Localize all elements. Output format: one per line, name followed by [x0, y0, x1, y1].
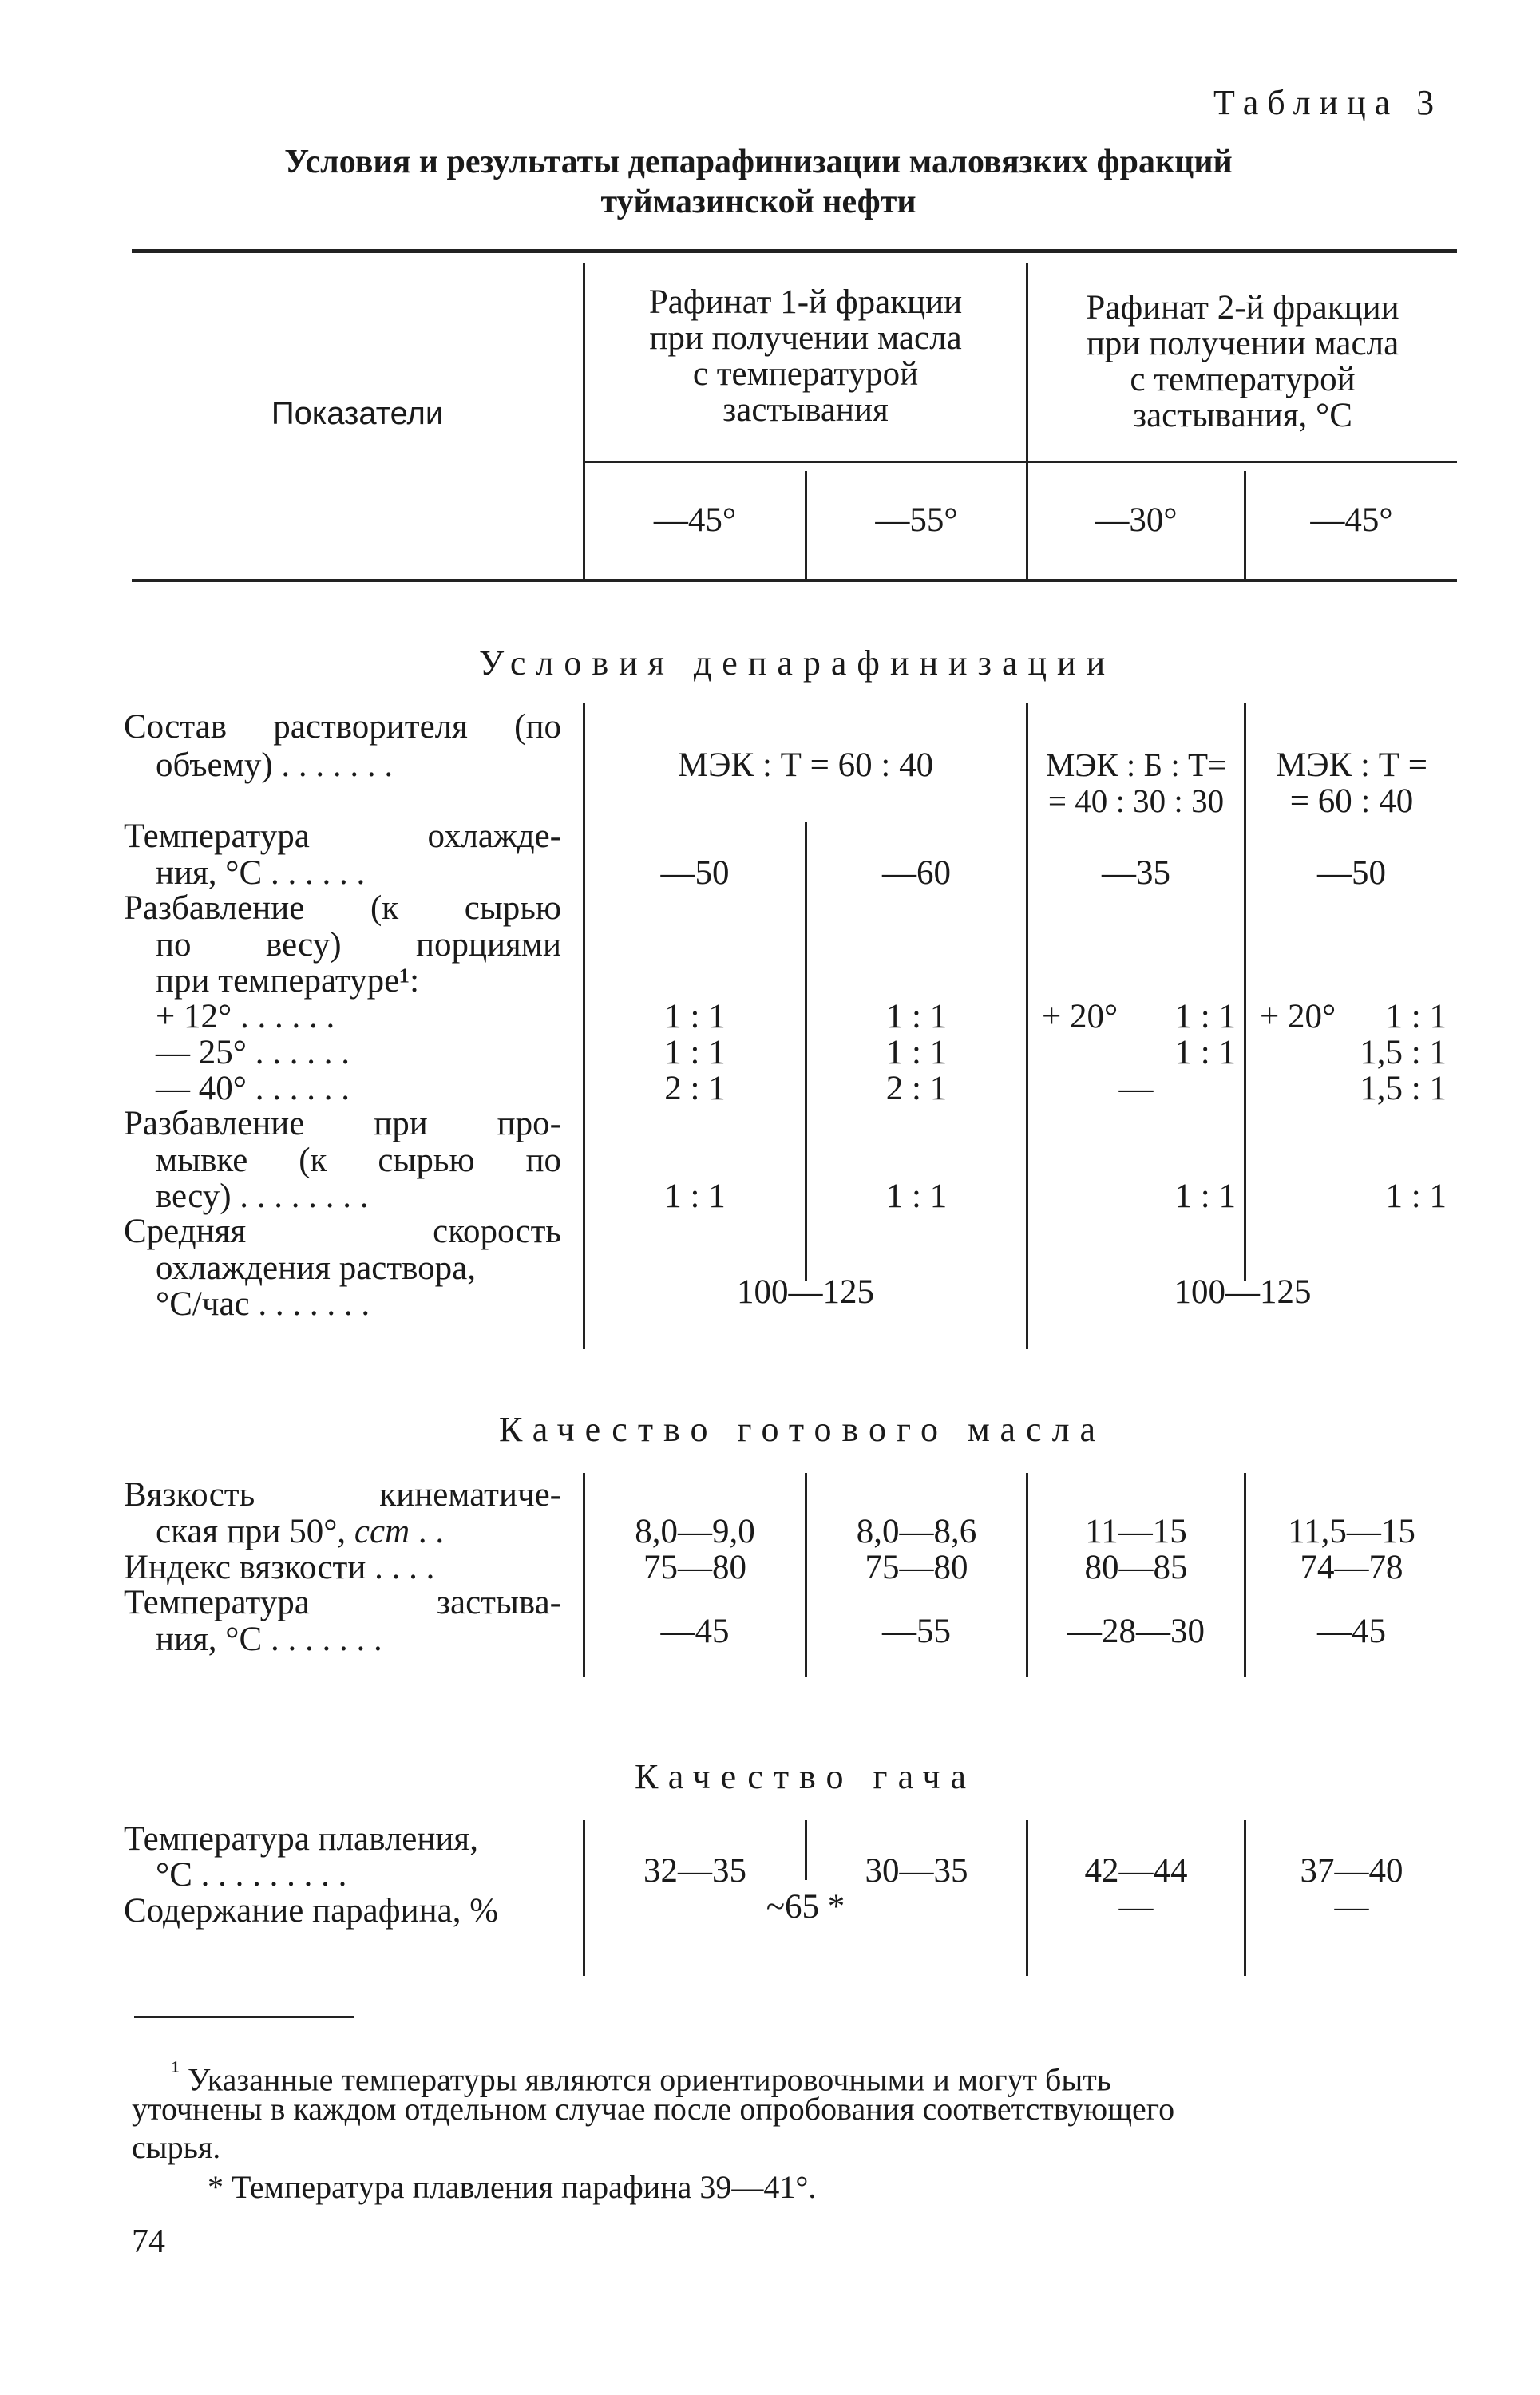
wash-col4: 1 : 1 — [1385, 1178, 1447, 1215]
footnote1-line1: $^{^1}$ Указанные температуры являются ориентировочными и могут быть — [172, 2056, 1111, 2098]
label-temp-minus25: — 25° . . . . . . — [156, 1034, 350, 1071]
label-cooling-line2: ния, °С . . . . . . — [156, 854, 366, 892]
visc-col1: 8,0—9,0 — [635, 1513, 755, 1550]
header-group1-line4: застывания — [722, 391, 889, 429]
dil-col4-temp: + 20° — [1260, 998, 1336, 1035]
wash-col1: 1 : 1 — [664, 1178, 726, 1215]
viscosity-unit: сст — [354, 1513, 410, 1550]
header-group2-line4: застывания, °С — [1133, 397, 1352, 434]
header-bottom-rule — [132, 579, 1457, 582]
header-sub-2: —55° — [875, 501, 958, 539]
cooling-col4: —50 — [1317, 854, 1386, 892]
paraffin-col4: — — [1334, 1888, 1369, 1926]
vi-col1: 75—80 — [643, 1549, 746, 1586]
label-pour-line2: ния, °С . . . . . . . — [156, 1621, 382, 1658]
melt-col2: 30—35 — [865, 1852, 968, 1890]
label-wash-line1: Разбавление при про- — [124, 1105, 561, 1142]
speed-group1: 100—125 — [737, 1273, 874, 1311]
label-wash-line3: весу) . . . . . . . . — [156, 1178, 369, 1215]
header-sub-3: —30° — [1095, 501, 1178, 539]
header-group1-line3: с температурой — [692, 355, 919, 393]
cooling-col3: —35 — [1102, 854, 1170, 892]
label-speed-line1: Средняя скорость — [124, 1213, 561, 1250]
dil-minus40-col4: 1,5 : 1 — [1360, 1070, 1447, 1107]
pour-col3: —28—30 — [1067, 1613, 1205, 1650]
footnote1-line3: сырья. — [132, 2129, 221, 2165]
header-group2-line2: при получении масла — [1086, 325, 1399, 362]
dil-plus12-col3: 1 : 1 — [1174, 998, 1236, 1035]
footnote1-line2: уточнены в каждом отдельном случае после опробования соответствующего — [132, 2091, 1175, 2127]
cooling-col2: —60 — [882, 854, 951, 892]
visc-col3: 11—15 — [1085, 1513, 1187, 1550]
paraffin-col3: — — [1118, 1888, 1154, 1926]
label-wash-line2: мывке (к сырью по — [156, 1142, 561, 1179]
label-viscosity-line1: Вязкость кинематиче- — [124, 1476, 561, 1514]
section-title-conditions: Условия депарафинизации — [479, 643, 1116, 683]
wash-col3: 1 : 1 — [1174, 1178, 1236, 1215]
melt-col3: 42—44 — [1084, 1852, 1188, 1890]
solvent-col4-line1: МЭК : Т = — [1275, 746, 1427, 784]
label-dilution-line2: по весу) порциями — [156, 926, 561, 964]
visc-col4: 11,5—15 — [1288, 1513, 1415, 1550]
table-title-line1: Условия и результаты депарафинизации маловязких фракций — [284, 144, 1233, 180]
footnote2: * Температура плавления парафина 39—41°. — [208, 2169, 817, 2205]
section-title-oil-quality: Качество готового масла — [499, 1410, 1107, 1449]
melt-col4: 37—40 — [1300, 1852, 1403, 1890]
header-group1-line1: Рафинат 1-й фракции — [648, 283, 963, 321]
label-melting-line1: Температура плавления, — [124, 1820, 478, 1858]
footnote1-mark: ¹ — [172, 2056, 180, 2085]
wash-col2: 1 : 1 — [885, 1178, 948, 1215]
header-sub-1: —45° — [653, 501, 737, 539]
label-pour-line1: Температура застыва- — [124, 1584, 561, 1621]
header-mid-rule — [583, 461, 1457, 463]
vi-col3: 80—85 — [1084, 1549, 1188, 1586]
visc-col2: 8,0—8,6 — [856, 1513, 977, 1550]
solvent-col3-line1: МЭК : Б : Т= — [1045, 746, 1227, 783]
label-viscosity-index: Индекс вязкости . . . . — [124, 1549, 435, 1586]
vi-col4: 74—78 — [1300, 1549, 1403, 1586]
label-viscosity-line2: ская при 50°, сст . . — [156, 1513, 445, 1550]
label-solvent-line2: объему) . . . . . . . — [156, 746, 394, 784]
pour-col2: —55 — [882, 1613, 951, 1650]
speed-group2: 100—125 — [1174, 1273, 1312, 1311]
label-temp-minus40: — 40° . . . . . . — [156, 1070, 350, 1107]
dil-minus40-col2: 2 : 1 — [885, 1070, 948, 1107]
pour-col4: —45 — [1317, 1613, 1386, 1650]
page-number: 74 — [132, 2223, 165, 2260]
solvent-col4-line2: = 60 : 40 — [1289, 782, 1414, 820]
cooling-col1: —50 — [660, 854, 730, 892]
label-dilution-line3: при температуре¹: — [156, 962, 420, 1000]
label-temp-plus12: + 12° . . . . . . — [156, 998, 335, 1035]
dil-minus25-col1: 1 : 1 — [664, 1034, 726, 1071]
dil-plus12-col2: 1 : 1 — [885, 998, 948, 1035]
dil-plus12-col1: 1 : 1 — [664, 998, 726, 1035]
pour-col1: —45 — [660, 1613, 730, 1650]
paraffin-group1: ~65 * — [766, 1888, 845, 1926]
melt-col1: 32—35 — [643, 1852, 746, 1890]
label-speed-line2: охлаждения раствора, — [156, 1249, 477, 1287]
label-melting-line2: °С . . . . . . . . . — [156, 1856, 347, 1894]
solvent-group1: МЭК : Т = 60 : 40 — [677, 746, 934, 784]
dil-plus12-col4: 1 : 1 — [1385, 998, 1447, 1035]
header-group2-line3: с температурой — [1130, 361, 1356, 398]
header-group1-line2: при получении масла — [649, 319, 962, 357]
header-indicators: Показатели — [271, 396, 444, 431]
header-top-rule — [132, 249, 1457, 253]
header-group2-line1: Рафинат 2-й фракции — [1086, 289, 1399, 327]
dil-minus40-col3: — — [1118, 1070, 1154, 1107]
dil-col3-temp: + 20° — [1042, 998, 1118, 1035]
footnote-rule — [134, 2016, 354, 2018]
dil-minus25-col3: 1 : 1 — [1174, 1034, 1236, 1071]
dil-minus25-col4: 1,5 : 1 — [1360, 1034, 1447, 1071]
header-sub-4: —45° — [1310, 501, 1393, 539]
solvent-col3-line2: = 40 : 30 : 30 — [1047, 782, 1225, 819]
section-title-slack-wax: Качество гача — [635, 1757, 976, 1796]
label-paraffin: Содержание парафина, % — [124, 1892, 499, 1930]
dil-minus25-col2: 1 : 1 — [885, 1034, 948, 1071]
label-speed-line3: °С/час . . . . . . . — [156, 1285, 370, 1323]
table-label: Таблица 3 — [1213, 83, 1443, 122]
label-dilution-line1: Разбавление (к сырью — [124, 889, 561, 927]
label-cooling-line1: Температура охлажде- — [124, 817, 561, 855]
table-title-line2: туймазинской нефти — [600, 184, 916, 220]
vi-col2: 75—80 — [865, 1549, 968, 1586]
label-solvent-line1: Состав растворителя (по — [124, 708, 561, 746]
dil-minus40-col1: 2 : 1 — [664, 1070, 726, 1107]
